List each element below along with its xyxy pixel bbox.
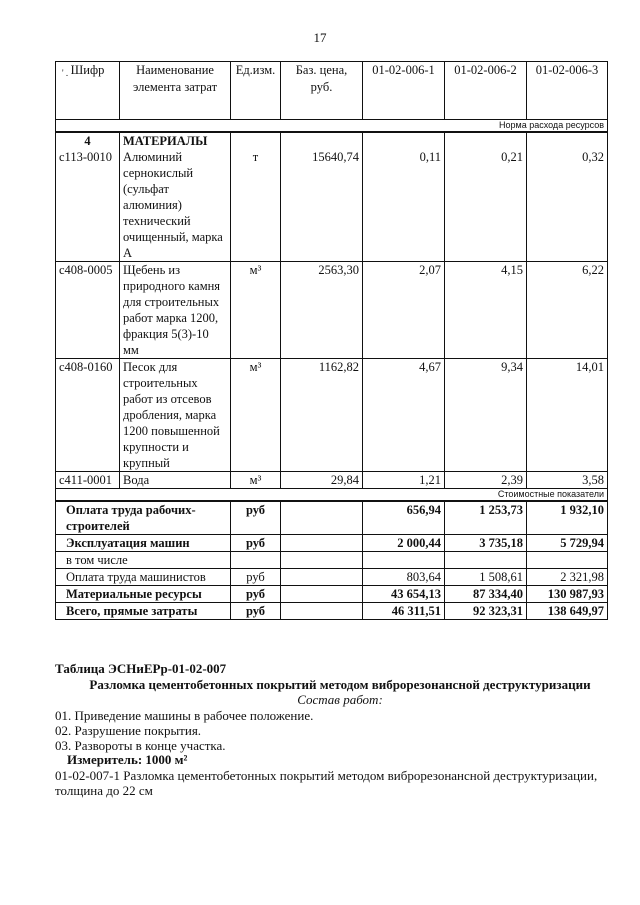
header-col2: 01-02-006-2	[445, 62, 527, 120]
cost-row	[56, 552, 608, 569]
header-unit: Ед.изм.	[231, 62, 281, 120]
material-price: 1162,82	[281, 359, 363, 472]
next-table-subtitle: Разломка цементобетонных покрытий методом виброрезонансной деструктуризации	[89, 677, 591, 692]
cost-label: Всего, прямые затраты	[56, 603, 231, 620]
cost-label: Материальные ресурсы	[56, 586, 231, 603]
header-price: Баз. цена, руб.	[281, 62, 363, 120]
cost-row	[56, 603, 608, 620]
header-name: Наименование элемента затрат	[120, 62, 231, 120]
cost-strip-row	[56, 489, 608, 502]
material-price: 15640,74	[281, 132, 363, 262]
cost-v2: 1 253,73	[445, 501, 527, 535]
header-code: ' . Шифр	[56, 62, 120, 120]
cost-v1	[363, 552, 445, 569]
material-unit: м³	[231, 262, 281, 359]
header-col1: 01-02-006-1	[363, 62, 445, 120]
cost-unit: руб	[231, 501, 281, 535]
material-name: МАТЕРИАЛЫ Алюминий сернокислый (сульфат алюминия) технический очищенный, марка А	[120, 132, 231, 262]
cost-v3: 2 321,98	[527, 569, 608, 586]
header-col3: 01-02-006-3	[527, 62, 608, 120]
cost-v2: 1 508,61	[445, 569, 527, 586]
cost-v1: 46 311,51	[363, 603, 445, 620]
material-name: Щебень из природного камня для строительных работ марка 1200, фракция 5(3)-10 мм	[120, 262, 231, 359]
resource-norms-table	[55, 61, 608, 620]
material-row	[56, 132, 608, 262]
next-table-title: Таблица ЭСНиЕРр-01-02-007	[55, 661, 227, 676]
material-v3: 3,58	[527, 472, 608, 489]
cost-row	[56, 501, 608, 535]
norm-strip-row	[56, 120, 608, 133]
material-row	[56, 359, 608, 472]
cost-strip: Стоимостные показатели	[56, 489, 608, 502]
cost-price	[281, 552, 363, 569]
cost-row	[56, 569, 608, 586]
material-v2: 9,34	[445, 359, 527, 472]
cost-v3: 130 987,93	[527, 586, 608, 603]
cost-v2: 87 334,40	[445, 586, 527, 603]
norm-strip: Норма расхода ресурсов	[56, 120, 608, 133]
material-name: Песок для строительных работ из отсевов дробления, марка 1200 повышенной крупности и крупный	[120, 359, 231, 472]
cost-price	[281, 603, 363, 620]
material-v1: 1,21	[363, 472, 445, 489]
material-v2: 2,39	[445, 472, 527, 489]
position-description: 01-02-007-1 Разломка цементобетонных покрытий методом виброрезонансной деструктуризации, толщина до 22 см	[55, 768, 598, 798]
cost-v2	[445, 552, 527, 569]
cost-row	[56, 535, 608, 552]
material-unit: т	[231, 132, 281, 262]
cost-v3: 5 729,94	[527, 535, 608, 552]
cost-v2: 3 735,18	[445, 535, 527, 552]
cost-v1: 43 654,13	[363, 586, 445, 603]
measure-unit: Измеритель: 1000 м²	[67, 752, 188, 767]
material-v1: 0,11	[363, 132, 445, 262]
section-number: 4	[84, 134, 91, 148]
material-price: 2563,30	[281, 262, 363, 359]
cost-v1: 2 000,44	[363, 535, 445, 552]
material-row	[56, 472, 608, 489]
material-v2: 4,15	[445, 262, 527, 359]
cost-row	[56, 586, 608, 603]
cost-unit: руб	[231, 586, 281, 603]
material-v3: 0,32	[527, 132, 608, 262]
cost-price	[281, 501, 363, 535]
work-item: 01. Приведение машины в рабочее положение.	[55, 708, 314, 723]
material-code: с411-0001	[56, 472, 120, 489]
material-v1: 2,07	[363, 262, 445, 359]
cost-label: Оплата труда машинистов	[56, 569, 231, 586]
material-v1: 4,67	[363, 359, 445, 472]
table-header-row	[56, 62, 608, 120]
material-v3: 14,01	[527, 359, 608, 472]
material-code: 4 с113-0010	[56, 132, 120, 262]
corner-marks: ' .	[62, 68, 69, 78]
work-item: 03. Развороты в конце участка.	[55, 738, 226, 753]
material-price: 29,84	[281, 472, 363, 489]
works-heading: Состав работ:	[297, 692, 383, 707]
cost-v3: 138 649,97	[527, 603, 608, 620]
material-unit: м³	[231, 472, 281, 489]
cost-v3: 1 932,10	[527, 501, 608, 535]
cost-unit	[231, 552, 281, 569]
section-title: МАТЕРИАЛЫ	[123, 134, 208, 148]
cost-v3	[527, 552, 608, 569]
cost-label: в том числе	[56, 552, 231, 569]
material-row	[56, 262, 608, 359]
cost-unit: руб	[231, 535, 281, 552]
cost-price	[281, 586, 363, 603]
cost-unit: руб	[231, 603, 281, 620]
cost-v1: 656,94	[363, 501, 445, 535]
material-code: с408-0160	[56, 359, 120, 472]
cost-v2: 92 323,31	[445, 603, 527, 620]
work-item: 02. Разрушение покрытия.	[55, 723, 202, 738]
material-name: Вода	[120, 472, 231, 489]
cost-v1: 803,64	[363, 569, 445, 586]
material-unit: м³	[231, 359, 281, 472]
page-number: 17	[313, 30, 327, 45]
material-v2: 0,21	[445, 132, 527, 262]
cost-unit: руб	[231, 569, 281, 586]
cost-label: Эксплуатация машин	[56, 535, 231, 552]
material-v3: 6,22	[527, 262, 608, 359]
cost-label: Оплата труда рабочих-строителей	[56, 501, 231, 535]
cost-price	[281, 535, 363, 552]
material-code: с408-0005	[56, 262, 120, 359]
cost-price	[281, 569, 363, 586]
